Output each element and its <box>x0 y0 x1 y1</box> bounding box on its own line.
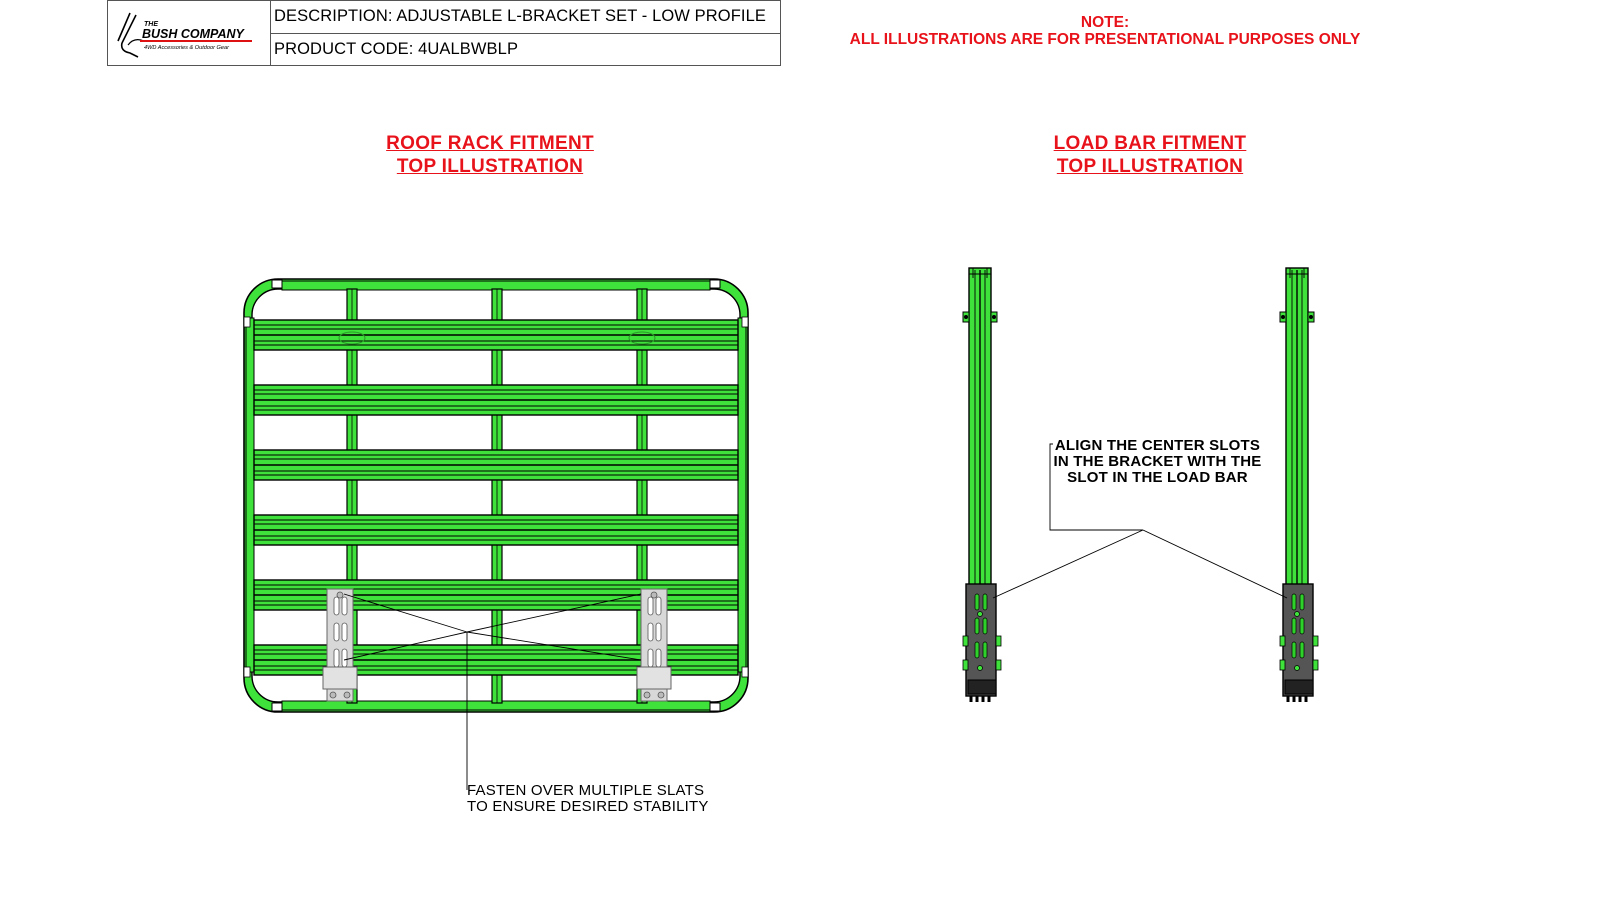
rack-callout-line2: TO ENSURE DESIRED STABILITY <box>467 798 709 815</box>
load-bar-callout-line2: IN THE BRACKET WITH THE <box>1053 453 1262 470</box>
load-bar-heading-line1: LOAD BAR FITMENT <box>1053 133 1247 154</box>
load-bar-callout-line3: SLOT IN THE LOAD BAR <box>1067 469 1248 486</box>
rack-bracket-left <box>323 589 357 701</box>
rack-callout-text <box>467 783 709 815</box>
product-code-field: PRODUCT CODE: 4UALBWBLP <box>271 33 780 66</box>
roof-rack-illustration <box>244 279 748 790</box>
rack-bracket-right <box>637 589 671 701</box>
note-text: ALL ILLUSTRATIONS ARE FOR PRESENTATIONAL PURPOSES ONLY <box>849 31 1361 48</box>
rack-callout-line1: FASTEN OVER MULTIPLE SLATS <box>467 782 705 799</box>
logo-prefix: THE <box>144 21 158 28</box>
note-label: NOTE: <box>1080 14 1130 31</box>
roof-rack-heading-line1: ROOF RACK FITMENT <box>386 133 594 154</box>
load-bar-heading-line2: TOP ILLUSTRATION <box>1056 156 1244 177</box>
roof-rack-heading-line2: TOP ILLUSTRATION <box>396 156 584 177</box>
load-bar-callout-text <box>1040 438 1275 486</box>
logo-tagline: 4WD Accessories & Outdoor Gear <box>144 45 229 51</box>
load-bar-right <box>1280 268 1318 702</box>
logo-name: BUSH COMPANY <box>142 27 244 41</box>
load-bar-callout-line1: ALIGN THE CENTER SLOTS <box>1054 437 1261 454</box>
load-bar-left <box>963 268 1001 702</box>
description-field: DESCRIPTION: ADJUSTABLE L-BRACKET SET - LOW PROFILE <box>274 7 766 26</box>
